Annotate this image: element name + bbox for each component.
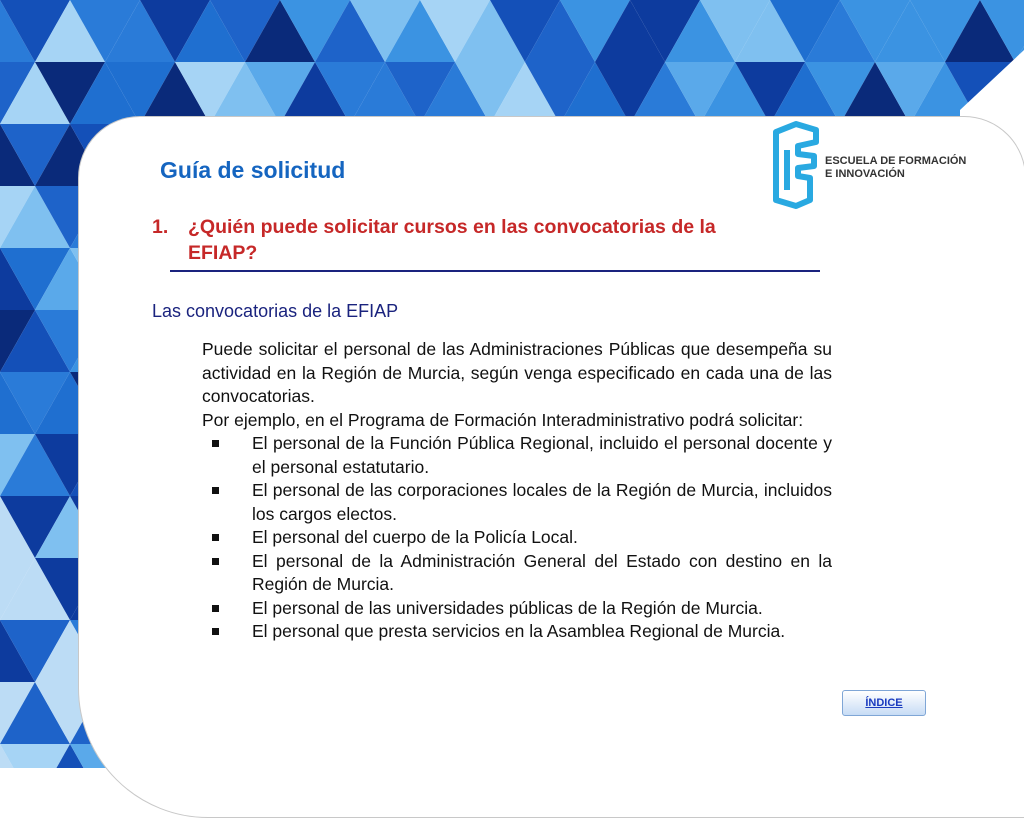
square-bullet-icon bbox=[212, 534, 219, 541]
list-item: El personal de las corporaciones locales de la Región de Murcia, incluidos los cargos electos. bbox=[202, 479, 832, 526]
index-button[interactable]: ÍNDICE bbox=[842, 690, 926, 716]
page-title: Guía de solicitud bbox=[160, 157, 346, 183]
list-item: El personal de las universidades públicas de la Región de Murcia. bbox=[202, 597, 832, 621]
question-heading bbox=[152, 214, 812, 266]
square-bullet-icon bbox=[212, 558, 219, 565]
heading-underline bbox=[170, 270, 820, 272]
question-number: 1. bbox=[152, 216, 169, 238]
square-bullet-icon bbox=[212, 487, 219, 494]
paragraph: Puede solicitar el personal de las Administraciones Públicas que desempeña su actividad en la Región de Murcia, según venga especificado en cada una de las convocatorias. bbox=[202, 339, 832, 406]
efi-logo bbox=[770, 120, 970, 210]
body-text bbox=[202, 338, 832, 644]
list-item: El personal de la Administración General del Estado con destino en la Región de Murcia. bbox=[202, 550, 832, 597]
question-text-line2: EFIAP? bbox=[188, 242, 258, 264]
paragraph: Por ejemplo, en el Programa de Formación Interadministrativo podrá solicitar: bbox=[202, 409, 804, 430]
efi-logo-icon bbox=[770, 120, 822, 210]
square-bullet-icon bbox=[212, 440, 219, 447]
logo-text: ESCUELA DE FORMACIÓN E INNOVACIÓN bbox=[825, 155, 967, 180]
square-bullet-icon bbox=[212, 605, 219, 612]
bullet-list bbox=[202, 432, 832, 644]
list-item: El personal de la Función Pública Regional, incluido el personal docente y el personal estatutario. bbox=[202, 432, 832, 479]
question-text-line1: ¿Quién puede solicitar cursos en las convocatorias de la bbox=[188, 216, 716, 238]
list-item: El personal del cuerpo de la Policía Local. bbox=[202, 526, 832, 550]
list-item: El personal que presta servicios en la Asamblea Regional de Murcia. bbox=[202, 620, 832, 644]
square-bullet-icon bbox=[212, 628, 219, 635]
section-title: Las convocatorias de la EFIAP bbox=[152, 301, 399, 321]
